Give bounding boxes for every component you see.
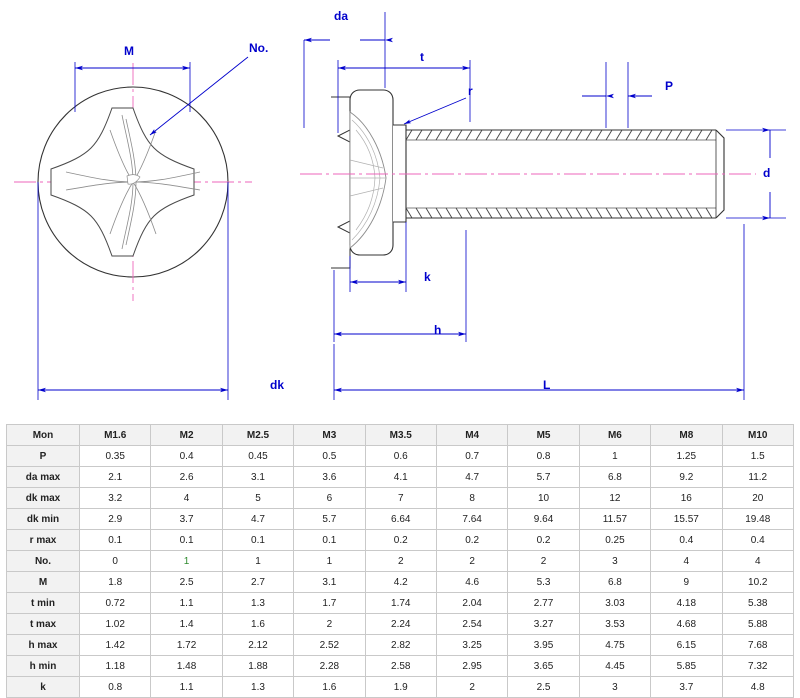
table-cell: 1.5 <box>722 446 793 467</box>
table-cell: 3.03 <box>579 593 650 614</box>
table-header-cell: M4 <box>436 425 507 446</box>
label-t: t <box>420 50 424 64</box>
table-cell: 1.18 <box>80 656 151 677</box>
side-view <box>300 90 756 268</box>
table-header-cell: M10 <box>722 425 793 446</box>
table-cell: 10 <box>508 488 579 509</box>
table-cell: 0.1 <box>151 530 222 551</box>
table-row <box>7 635 794 656</box>
table-cell: 2.5 <box>151 572 222 593</box>
label-P: P <box>665 79 674 93</box>
table-cell: 2.04 <box>436 593 507 614</box>
table-cell: 0.2 <box>365 530 436 551</box>
table-cell: 5.85 <box>651 656 722 677</box>
table-cell: 1.8 <box>80 572 151 593</box>
table-cell: 0.2 <box>436 530 507 551</box>
table-cell: 1.6 <box>222 614 293 635</box>
table-cell: 3 <box>579 677 650 698</box>
table-cell: 3.65 <box>508 656 579 677</box>
table-cell: 2.54 <box>436 614 507 635</box>
table-cell: 6.64 <box>365 509 436 530</box>
table-cell: 1.74 <box>365 593 436 614</box>
table-cell: 4.8 <box>722 677 793 698</box>
table-cell: 0.25 <box>579 530 650 551</box>
table-cell: 1.3 <box>222 677 293 698</box>
table-cell: 5.38 <box>722 593 793 614</box>
label-M: M <box>124 44 134 58</box>
table-cell: 1.48 <box>151 656 222 677</box>
table-cell: 3.95 <box>508 635 579 656</box>
table-cell: 0.4 <box>722 530 793 551</box>
table-cell: 2 <box>365 551 436 572</box>
table-cell: 0.72 <box>80 593 151 614</box>
label-da: da <box>334 9 349 23</box>
table-cell: 1.4 <box>151 614 222 635</box>
table-header-row <box>7 425 794 446</box>
table-cell: 7.32 <box>722 656 793 677</box>
table-cell: 5.88 <box>722 614 793 635</box>
table-header-cell: M2.5 <box>222 425 293 446</box>
table-cell: 2.9 <box>80 509 151 530</box>
table-cell: 2.82 <box>365 635 436 656</box>
table-cell: 15.57 <box>651 509 722 530</box>
table-row-label: h max <box>7 635 80 656</box>
table-cell: 9 <box>651 572 722 593</box>
table-row-label: k <box>7 677 80 698</box>
table-header-cell: M1.6 <box>80 425 151 446</box>
table-cell: 10.2 <box>722 572 793 593</box>
table-row <box>7 593 794 614</box>
table-header-cell: M6 <box>579 425 650 446</box>
table-cell: 4.1 <box>365 467 436 488</box>
table-cell: 2.6 <box>151 467 222 488</box>
table-cell: 1.9 <box>365 677 436 698</box>
table-cell: 3.7 <box>151 509 222 530</box>
table-row-label: dk min <box>7 509 80 530</box>
table-cell: 2.58 <box>365 656 436 677</box>
table-cell: 16 <box>651 488 722 509</box>
table-cell: 11.2 <box>722 467 793 488</box>
table-cell: 2.52 <box>294 635 365 656</box>
table-cell: 1.42 <box>80 635 151 656</box>
table-cell: 0.4 <box>151 446 222 467</box>
table-cell: 4.7 <box>436 467 507 488</box>
head-end-view <box>14 63 252 301</box>
table-cell: 0.2 <box>508 530 579 551</box>
table-cell: 2 <box>508 551 579 572</box>
table-cell: 0.1 <box>222 530 293 551</box>
table-cell: 1 <box>579 446 650 467</box>
table-cell: 0.6 <box>365 446 436 467</box>
table-row <box>7 551 794 572</box>
table-cell: 2.77 <box>508 593 579 614</box>
table-cell: 2.1 <box>80 467 151 488</box>
table-cell: 3.6 <box>294 467 365 488</box>
table-cell: 11.57 <box>579 509 650 530</box>
table-row-label: dk max <box>7 488 80 509</box>
table-cell: 5.7 <box>294 509 365 530</box>
label-h: h <box>434 323 442 337</box>
table-cell: 4.2 <box>365 572 436 593</box>
table-cell: 1.7 <box>294 593 365 614</box>
table-row-label: P <box>7 446 80 467</box>
table-cell: 0.1 <box>294 530 365 551</box>
label-r: r <box>468 84 473 98</box>
table-row-label: t min <box>7 593 80 614</box>
table-cell: 4 <box>651 551 722 572</box>
table-cell: 6 <box>294 488 365 509</box>
table-cell: 1.6 <box>294 677 365 698</box>
table-row <box>7 572 794 593</box>
table-row <box>7 530 794 551</box>
table-cell: 1 <box>151 551 222 572</box>
dimension-table <box>6 424 794 698</box>
table-cell: 2.12 <box>222 635 293 656</box>
table-cell: 1.72 <box>151 635 222 656</box>
table-header-cell: M8 <box>651 425 722 446</box>
dimension-L <box>334 224 744 400</box>
table-cell: 3 <box>579 551 650 572</box>
table-cell: 2.7 <box>222 572 293 593</box>
table-cell: 1 <box>294 551 365 572</box>
table-cell: 12 <box>579 488 650 509</box>
table-cell: 4.68 <box>651 614 722 635</box>
table-cell: 20 <box>722 488 793 509</box>
table-cell: 6.8 <box>579 467 650 488</box>
table-cell: 9.64 <box>508 509 579 530</box>
table-row-label: No. <box>7 551 80 572</box>
table-cell: 3.25 <box>436 635 507 656</box>
table-cell: 3.27 <box>508 614 579 635</box>
table-cell: 1.1 <box>151 593 222 614</box>
table-cell: 3.1 <box>294 572 365 593</box>
table-cell: 0.8 <box>80 677 151 698</box>
table-cell: 0 <box>80 551 151 572</box>
table-cell: 19.48 <box>722 509 793 530</box>
table-row <box>7 488 794 509</box>
table-row <box>7 509 794 530</box>
table-cell: 6.8 <box>579 572 650 593</box>
table-header-cell: M3.5 <box>365 425 436 446</box>
table-cell: 1 <box>222 551 293 572</box>
table-cell: 0.8 <box>508 446 579 467</box>
table-cell: 0.5 <box>294 446 365 467</box>
table-cell: 3.1 <box>222 467 293 488</box>
label-No: No. <box>249 41 269 55</box>
table-cell: 2.5 <box>508 677 579 698</box>
table-header-cell: M2 <box>151 425 222 446</box>
table-cell: 0.45 <box>222 446 293 467</box>
table-cell: 3.53 <box>579 614 650 635</box>
label-dk: dk <box>270 378 285 392</box>
label-d: d <box>763 166 771 180</box>
table-row-label: h min <box>7 656 80 677</box>
table-cell: 2 <box>294 614 365 635</box>
table-row-label: M <box>7 572 80 593</box>
table-cell: 3.2 <box>80 488 151 509</box>
table-cell: 0.35 <box>80 446 151 467</box>
table-cell: 1.88 <box>222 656 293 677</box>
table-cell: 1.3 <box>222 593 293 614</box>
table-cell: 2.95 <box>436 656 507 677</box>
table-cell: 4.18 <box>651 593 722 614</box>
table-cell: 7 <box>365 488 436 509</box>
table-cell: 4.7 <box>222 509 293 530</box>
table-cell: 2 <box>436 551 507 572</box>
table-header-cell: Mon <box>7 425 80 446</box>
table-cell: 4 <box>722 551 793 572</box>
table-cell: 0.1 <box>80 530 151 551</box>
table-cell: 2 <box>436 677 507 698</box>
table-row-label: r max <box>7 530 80 551</box>
table-cell: 4 <box>151 488 222 509</box>
table-row <box>7 656 794 677</box>
table-cell: 1.25 <box>651 446 722 467</box>
label-k: k <box>424 270 431 284</box>
table-row <box>7 446 794 467</box>
label-L: L <box>543 378 551 392</box>
table-cell: 4.45 <box>579 656 650 677</box>
table-cell: 7.64 <box>436 509 507 530</box>
table-cell: 4.75 <box>579 635 650 656</box>
leader-r <box>404 98 466 124</box>
table-cell: 6.15 <box>651 635 722 656</box>
table-cell: 4.6 <box>436 572 507 593</box>
table-cell: 3.7 <box>651 677 722 698</box>
table-header-cell: M5 <box>508 425 579 446</box>
table-row-label: t max <box>7 614 80 635</box>
table-cell: 5.3 <box>508 572 579 593</box>
table-cell: 8 <box>436 488 507 509</box>
table-cell: 5 <box>222 488 293 509</box>
table-cell: 1.1 <box>151 677 222 698</box>
table-row <box>7 677 794 698</box>
table-row <box>7 614 794 635</box>
dimension-P <box>582 62 652 128</box>
table-cell: 7.68 <box>722 635 793 656</box>
table-cell: 9.2 <box>651 467 722 488</box>
table-cell: 0.7 <box>436 446 507 467</box>
table-header-cell: M3 <box>294 425 365 446</box>
table-row-label: da max <box>7 467 80 488</box>
table-cell: 0.4 <box>651 530 722 551</box>
table-cell: 2.28 <box>294 656 365 677</box>
table-row <box>7 467 794 488</box>
table-cell: 1.02 <box>80 614 151 635</box>
table-cell: 5.7 <box>508 467 579 488</box>
table-cell: 2.24 <box>365 614 436 635</box>
